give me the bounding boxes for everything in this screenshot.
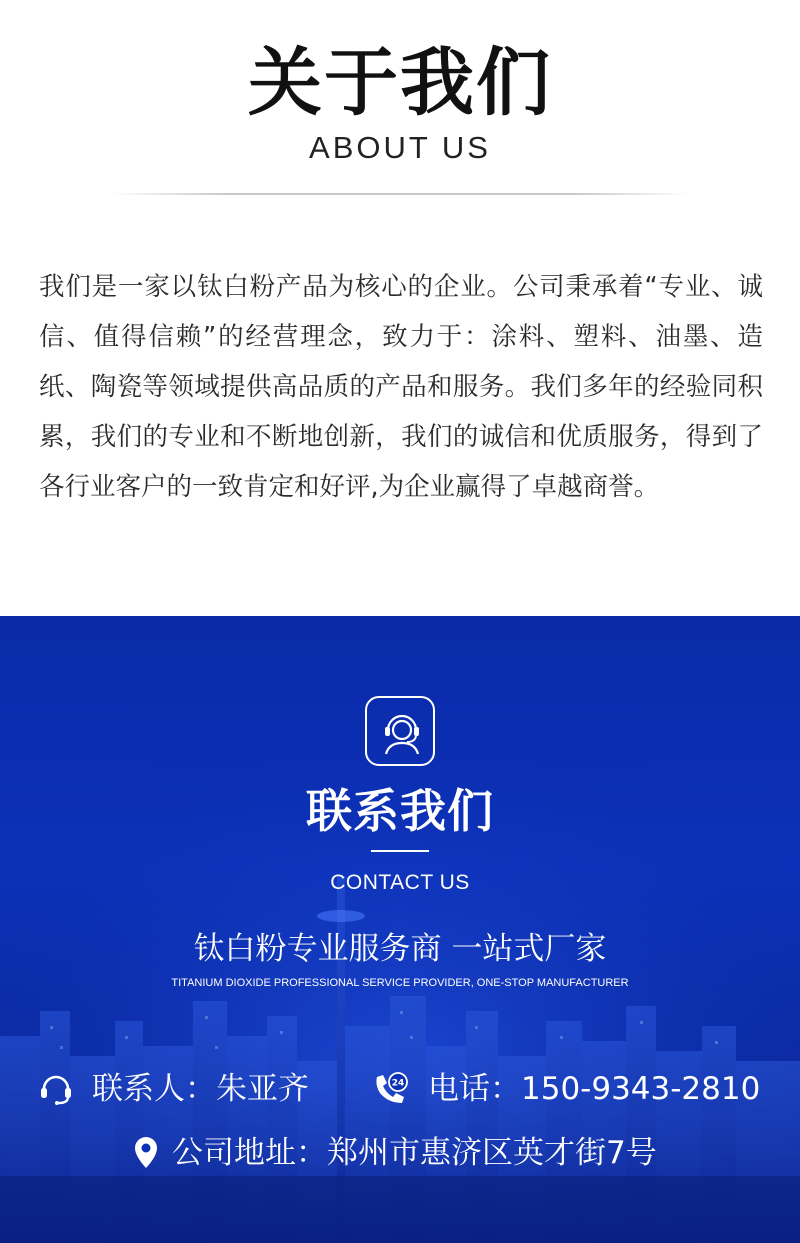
about-divider — [110, 193, 690, 195]
contact-title-underline — [371, 850, 429, 852]
contact-title: 联系我们 — [306, 784, 494, 838]
headset-icon — [38, 1071, 74, 1107]
contact-person-text: 联系人：朱亚齐 — [92, 1071, 309, 1107]
contact-subtitle: CONTACT US — [330, 871, 470, 894]
contact-section — [0, 616, 800, 1243]
about-section — [0, 0, 800, 616]
location-pin-icon — [132, 1135, 160, 1171]
about-title: 关于我们 — [248, 40, 552, 126]
about-body-text: 我们是一家以钛白粉产品为核心的企业。公司秉承着“专业、诚信、值得信赖”的经营理念，致力于：涂料、塑料、油墨、造纸、陶瓷等领域提供高品质的产品和服务。我们多年的经验同积累，我们的专业和不断地创新，我们的诚信和优质服务，得到了各行业客户的一致肯定和好评,为企业赢得了卓越商誉。 — [39, 272, 763, 502]
agent-icon — [375, 706, 429, 760]
address-text: 公司地址：郑州市惠济区英才街7号 — [172, 1135, 657, 1171]
slogan: 钛白粉专业服务商 一站式厂家 — [193, 931, 607, 967]
about-subtitle: ABOUT US — [309, 130, 491, 165]
customer-service-icon — [365, 696, 435, 766]
phone-text[interactable]: 电话：150-9343-2810 — [428, 1071, 761, 1107]
svg-text:24: 24 — [391, 1078, 405, 1089]
slogan-english: TITANIUM DIOXIDE PROFESSIONAL SERVICE PROVIDER, ONE-STOP MANUFACTURER — [171, 977, 629, 989]
phone-24-icon — [372, 1071, 410, 1107]
